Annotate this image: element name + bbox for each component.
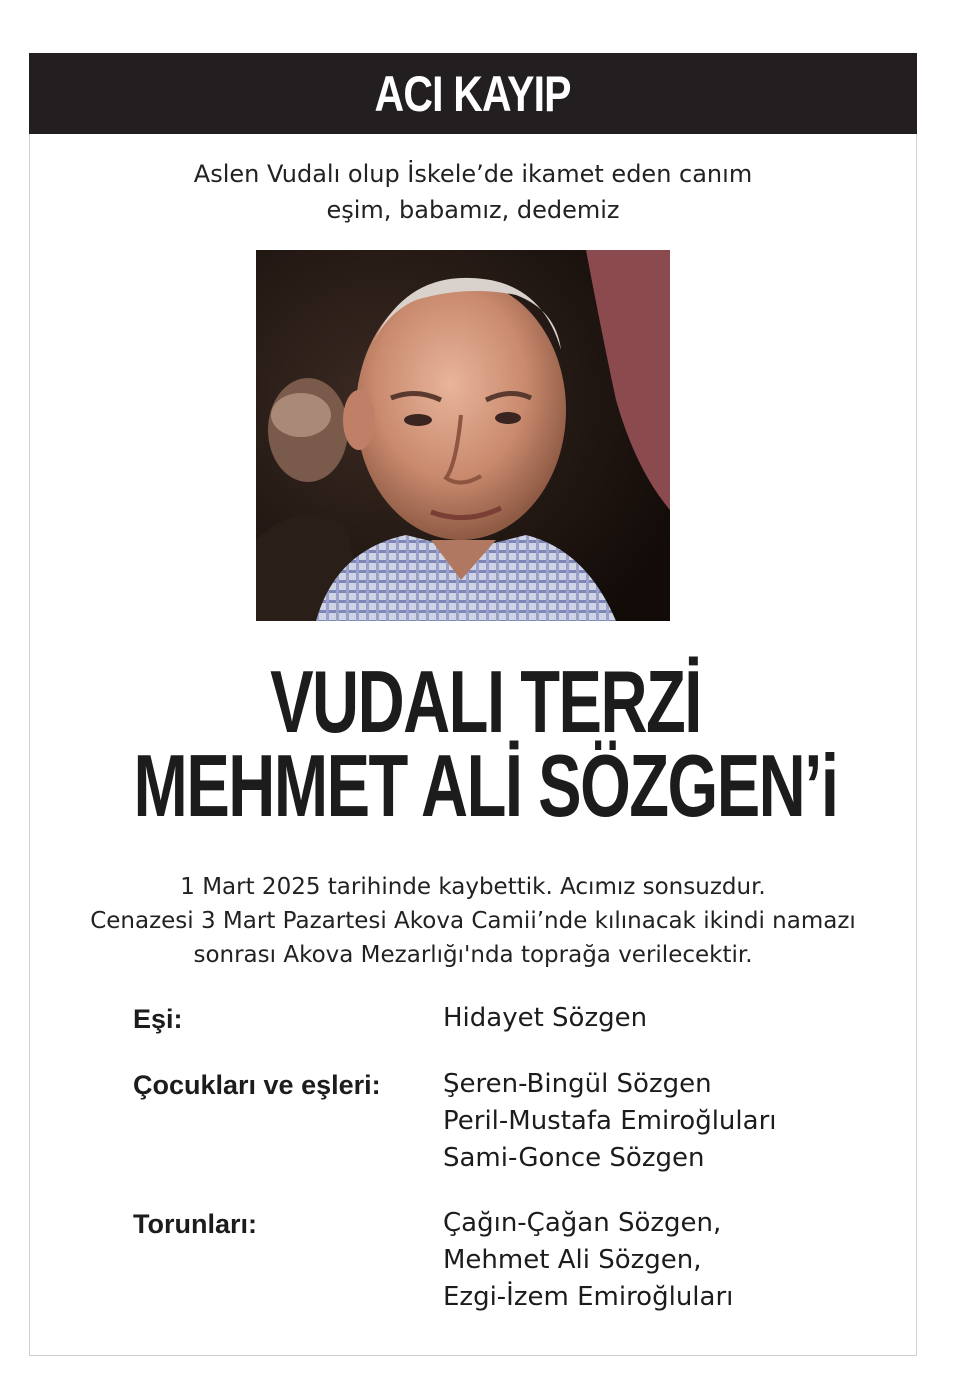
family-names [443,1066,776,1177]
portrait-photo [256,250,670,621]
family-list [133,1000,893,1344]
header-bar [29,53,917,134]
portrait-illustration [256,250,670,621]
notice-line-3: sonrası Akova Mezarlığı'nda toprağa verilecektir. [193,942,753,968]
family-name: Sami-Gonce Sözgen [443,1143,705,1173]
family-name: Ezgi-İzem Emiroğluları [443,1282,734,1312]
family-name: Çağın-Çağan Sözgen, [443,1208,722,1238]
family-name: Mehmet Ali Sözgen, [443,1245,702,1275]
family-names [443,1000,647,1038]
family-row-spouse [133,1000,893,1038]
notice-line-1: 1 Mart 2025 tarihinde kaybettik. Acımız sonsuzdur. [180,874,766,900]
intro-text [29,156,917,228]
family-name: Hidayet Sözgen [443,1003,648,1033]
family-label: Çocukları ve eşleri: [133,1070,381,1100]
intro-line-2: eşim, babamız, dedemiz [326,196,620,224]
family-row-children [133,1066,893,1177]
notice-line-2: Cenazesi 3 Mart Pazartesi Akova Camii’nde kılınacak ikindi namazı [90,908,856,934]
family-names [443,1205,733,1316]
intro-line-1: Aslen Vudalı olup İskele’de ikamet eden canım [193,160,753,188]
family-name: Şeren-Bingül Sözgen [443,1069,712,1099]
family-label: Eşi: [133,1004,183,1034]
deceased-name-line-1: VUDALI TERZİ [270,652,701,751]
family-name: Peril-Mustafa Emiroğluları [443,1106,777,1136]
deceased-name [0,652,971,835]
family-row-grandchildren [133,1205,893,1316]
deceased-name-line-2: MEHMET ALİ SÖZGEN’i [133,736,838,835]
funeral-notice [29,870,917,972]
header-title: ACI KAYIP [374,65,572,122]
family-label: Torunları: [133,1209,257,1239]
